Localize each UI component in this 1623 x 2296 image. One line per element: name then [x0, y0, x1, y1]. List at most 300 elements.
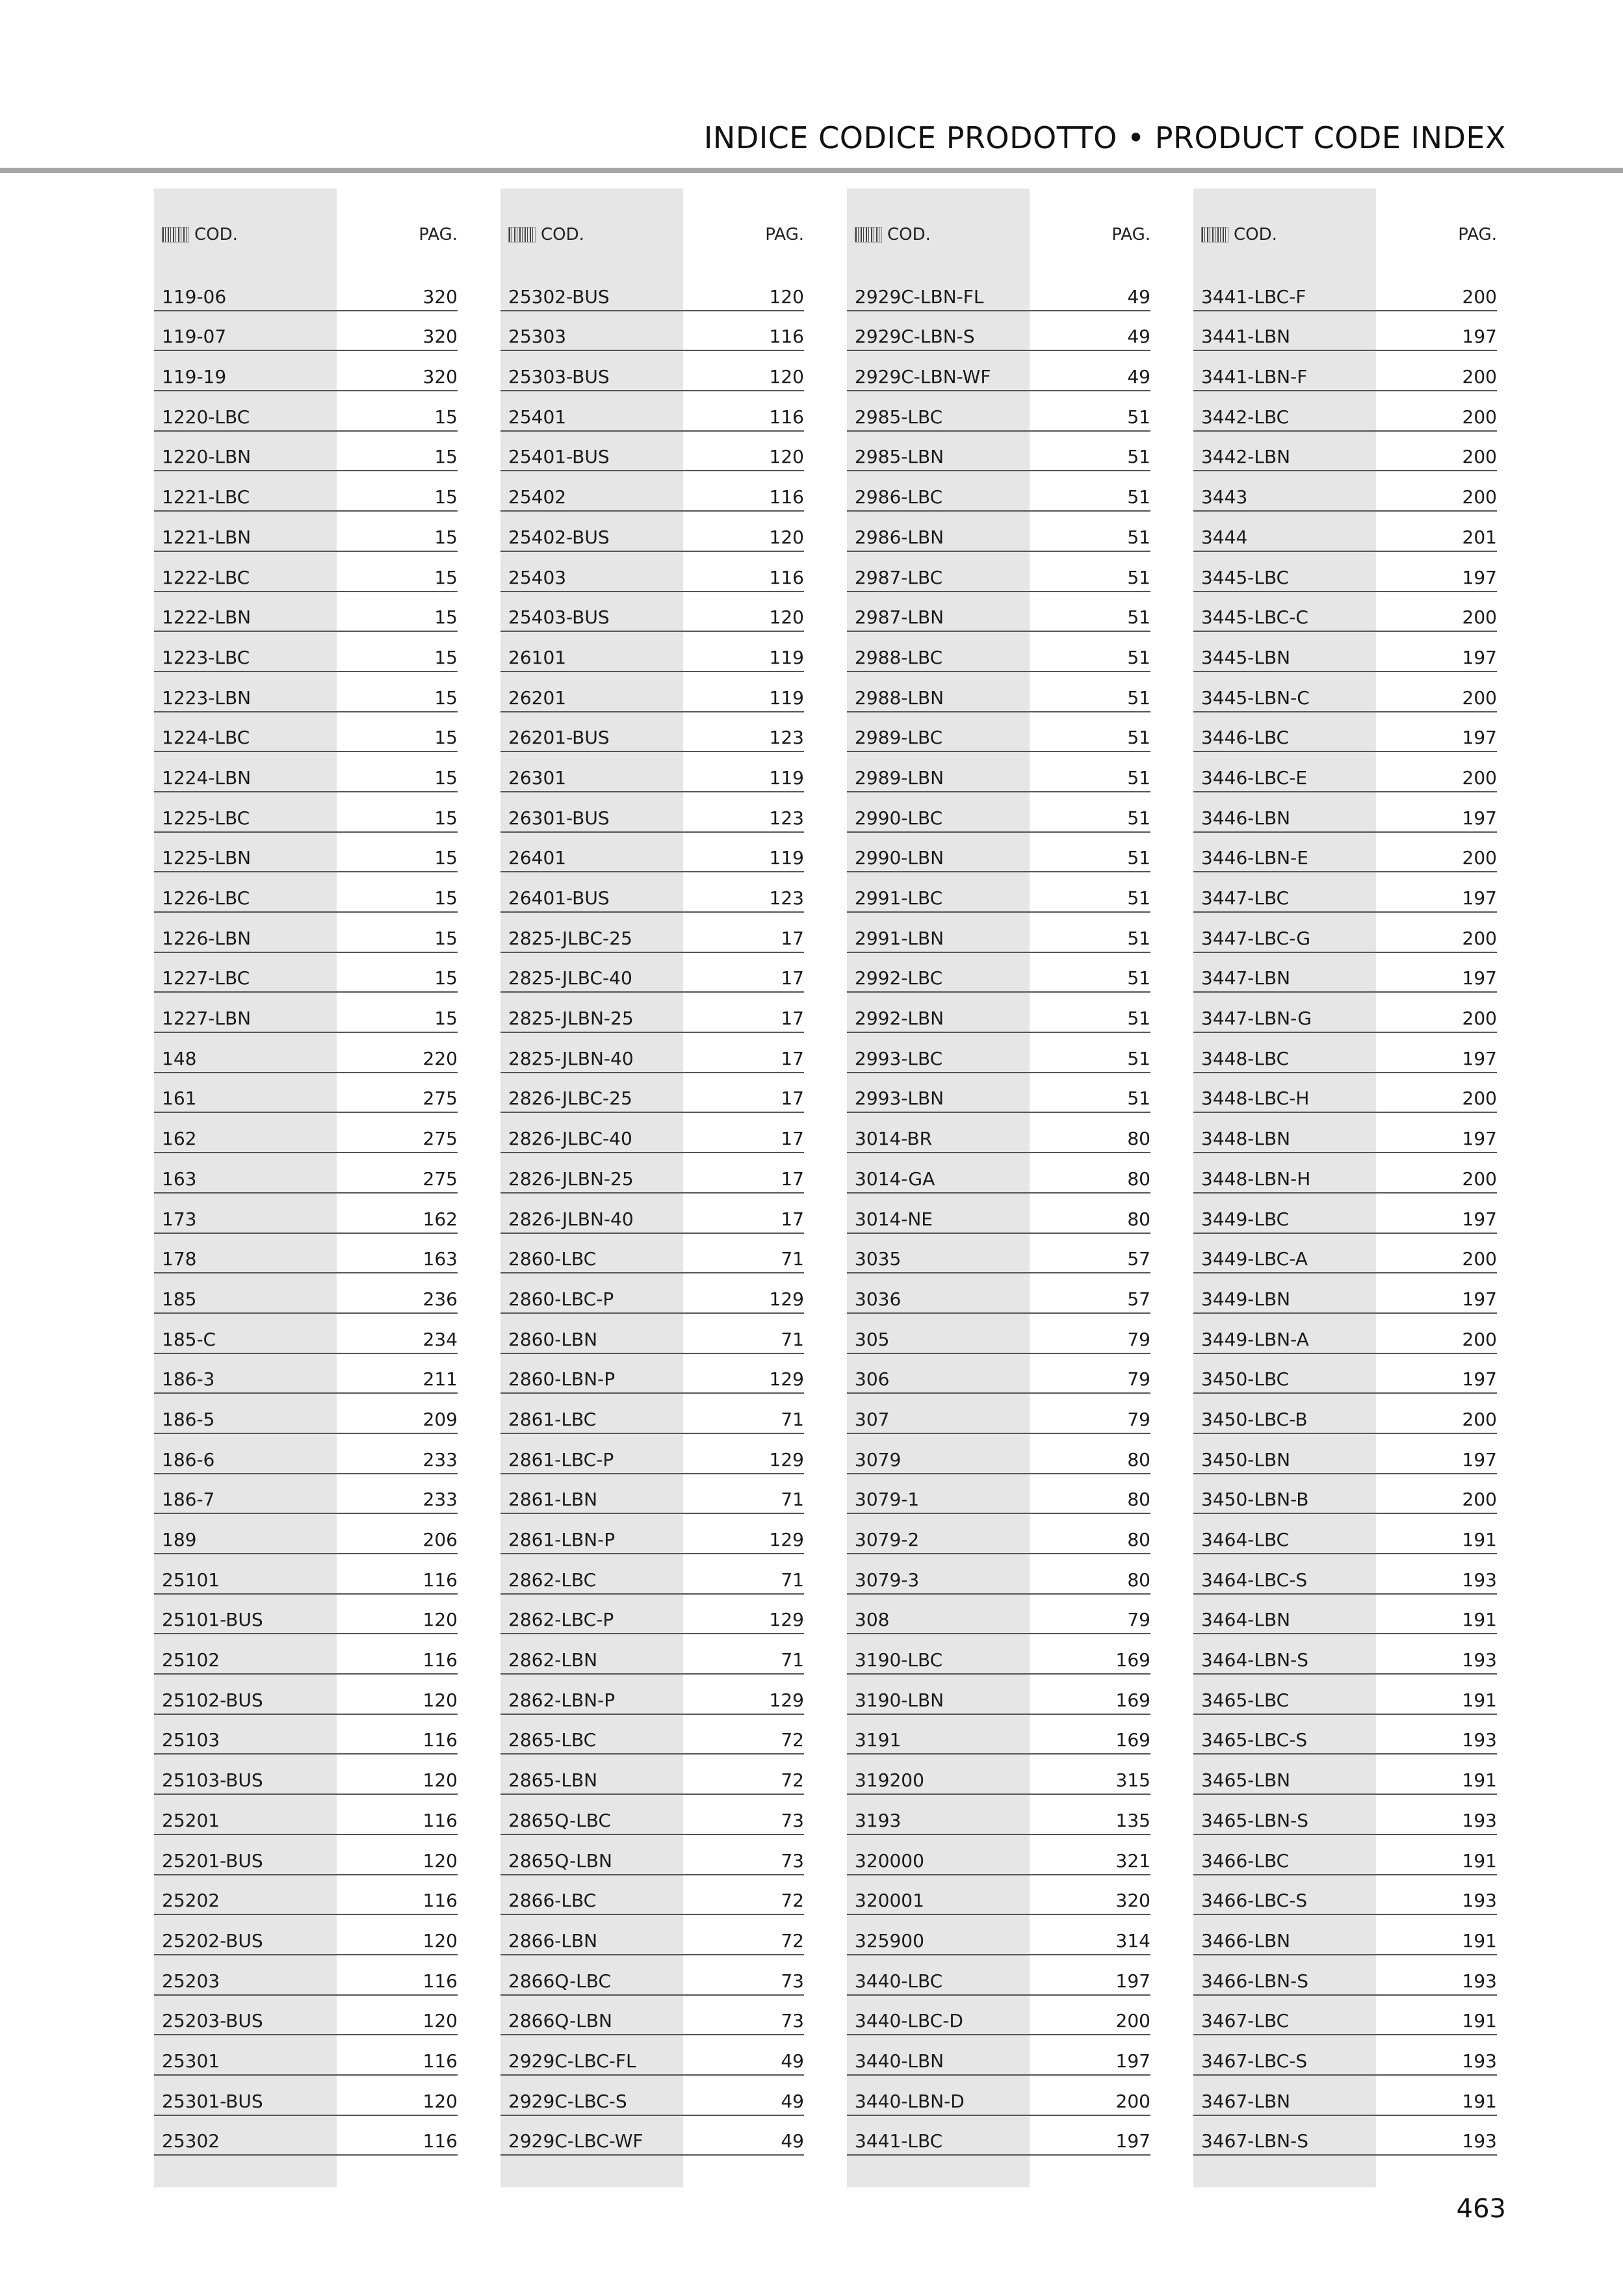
page-ref: 206 — [422, 1529, 458, 1550]
page-ref: 197 — [1462, 1288, 1497, 1310]
barcode-icon — [1201, 227, 1228, 242]
product-code: 1225-LBC — [162, 807, 250, 829]
index-row — [847, 351, 1150, 391]
index-row — [154, 2035, 458, 2076]
index-row — [154, 1033, 458, 1073]
product-code: 3445-LBC — [1201, 566, 1290, 588]
page-ref: 320 — [1115, 1890, 1150, 1912]
page-ref: 200 — [1462, 1088, 1497, 1110]
index-row — [1193, 953, 1497, 993]
index-row — [1193, 1474, 1497, 1515]
index-row — [847, 1514, 1150, 1554]
index-row — [154, 1194, 458, 1234]
index-row — [1193, 432, 1497, 472]
page-ref: 15 — [434, 927, 458, 949]
index-row — [500, 632, 804, 672]
product-code: 3466-LBC — [1201, 1849, 1290, 1872]
page-ref: 119 — [769, 686, 804, 709]
index-row — [847, 1194, 1150, 1234]
index-row — [847, 1113, 1150, 1153]
index-row — [500, 1915, 804, 1955]
page-ref: 51 — [1127, 486, 1150, 508]
product-code: 3444 — [1201, 526, 1248, 548]
page-ref: 275 — [422, 1128, 458, 1150]
page-ref: 129 — [769, 1368, 804, 1390]
product-code: 1227-LBN — [162, 1008, 252, 1030]
index-row — [1193, 1595, 1497, 1635]
page-ref: 15 — [434, 967, 458, 989]
product-code: 2825-JLBN-40 — [508, 1047, 634, 1069]
product-code: 2862-LBN — [508, 1649, 598, 1671]
page-ref: 15 — [434, 1008, 458, 1030]
index-row — [847, 1715, 1150, 1755]
page-ref: 193 — [1462, 2050, 1497, 2072]
product-code: 2987-LBN — [855, 607, 944, 629]
index-row — [1193, 1234, 1497, 1274]
page-ref: 200 — [1462, 1168, 1497, 1190]
index-row — [154, 1715, 458, 1755]
product-code: 3035 — [855, 1248, 902, 1270]
product-code: 3464-LBC-S — [1201, 1569, 1308, 1591]
page-ref: 200 — [1115, 2090, 1150, 2112]
product-code: 2825-JLBN-25 — [508, 1008, 634, 1030]
index-row — [154, 632, 458, 672]
product-code: 3446-LBN-E — [1201, 847, 1308, 869]
page-ref: 80 — [1127, 1128, 1150, 1150]
index-row — [1193, 1755, 1497, 1795]
product-code: 3440-LBN-D — [855, 2090, 965, 2112]
page-ref: 15 — [434, 807, 458, 829]
index-row — [1193, 1153, 1497, 1194]
product-code: 3465-LBN-S — [1201, 1809, 1308, 1831]
product-code: 3466-LBN — [1201, 1929, 1291, 1951]
index-row — [847, 1354, 1150, 1394]
page-ref: 116 — [422, 2130, 458, 2152]
index-row — [1193, 712, 1497, 753]
index-row — [500, 792, 804, 833]
product-code: 3447-LBC — [1201, 887, 1290, 909]
page-ref: 17 — [781, 1168, 804, 1190]
product-code: 1222-LBN — [162, 607, 252, 629]
page-ref: 71 — [781, 1328, 804, 1350]
product-code: 26401-BUS — [508, 887, 610, 909]
product-code: 3193 — [855, 1809, 902, 1831]
page-ref: 15 — [434, 446, 458, 468]
page-ref: 197 — [1462, 646, 1497, 668]
product-code: 25402 — [508, 486, 567, 508]
index-row — [154, 752, 458, 792]
page-ref: 71 — [781, 1489, 804, 1511]
index-row — [500, 712, 804, 753]
index-row — [847, 432, 1150, 472]
page-title: INDICE CODICE PRODOTTO • PRODUCT CODE INDEX — [703, 120, 1506, 155]
product-code: 2987-LBC — [855, 566, 943, 588]
index-row — [847, 953, 1150, 993]
page-ref: 191 — [1462, 1689, 1497, 1711]
page-ref: 79 — [1127, 1368, 1150, 1390]
product-code: 3014-GA — [855, 1168, 935, 1190]
product-code: 3446-LBC — [1201, 727, 1290, 749]
index-row — [154, 1234, 458, 1274]
index-row — [847, 2035, 1150, 2076]
product-code: 178 — [162, 1248, 197, 1270]
page-ref: 116 — [769, 566, 804, 588]
page-ref: 51 — [1127, 727, 1150, 749]
product-code: 3191 — [855, 1729, 902, 1751]
product-code: 1225-LBN — [162, 847, 252, 869]
page-ref: 51 — [1127, 607, 1150, 629]
product-code: 1221-LBC — [162, 486, 250, 508]
product-code: 2862-LBC-P — [508, 1609, 614, 1631]
index-row — [1193, 833, 1497, 873]
index-row — [500, 432, 804, 472]
index-row — [154, 271, 458, 311]
product-code: 3442-LBN — [1201, 446, 1291, 468]
index-row — [1193, 1875, 1497, 1916]
page-ref: 275 — [422, 1168, 458, 1190]
index-row — [500, 471, 804, 512]
index-row — [500, 1394, 804, 1434]
page-header-label: PAG. — [1111, 225, 1150, 244]
index-column-3 — [847, 189, 1150, 2187]
page-ref: 193 — [1462, 1729, 1497, 1751]
page-ref: 191 — [1462, 1929, 1497, 1951]
product-code: 3465-LBN — [1201, 1769, 1291, 1792]
page-ref: 197 — [1462, 1047, 1497, 1069]
product-code: 3466-LBC-S — [1201, 1890, 1308, 1912]
product-code: 3464-LBN — [1201, 1609, 1291, 1631]
product-code: 3450-LBC-B — [1201, 1408, 1308, 1430]
product-code: 2866Q-LBC — [508, 1970, 612, 1992]
product-code: 25301-BUS — [162, 2090, 263, 2112]
page-ref: 116 — [422, 1890, 458, 1912]
page-ref: 129 — [769, 1448, 804, 1470]
index-row — [154, 1474, 458, 1515]
page-ref: 15 — [434, 727, 458, 749]
index-row — [847, 1554, 1150, 1595]
index-row — [500, 1554, 804, 1595]
index-column-1 — [154, 189, 458, 2187]
index-row — [154, 1915, 458, 1955]
index-row — [847, 1314, 1150, 1354]
page-ref: 57 — [1127, 1248, 1150, 1270]
product-code: 3449-LBN — [1201, 1288, 1291, 1310]
index-row — [1193, 1634, 1497, 1675]
product-code: 173 — [162, 1208, 197, 1230]
index-row — [154, 712, 458, 753]
product-code: 2992-LBC — [855, 967, 943, 989]
product-code: 2929C-LBC-FL — [508, 2050, 636, 2072]
page-ref: 15 — [434, 887, 458, 909]
index-row — [500, 1634, 804, 1675]
page-ref: 51 — [1127, 1047, 1150, 1069]
code-header — [855, 225, 931, 244]
product-code: 2865Q-LBN — [508, 1849, 612, 1872]
product-code: 320000 — [855, 1849, 924, 1872]
page-ref: 193 — [1462, 1890, 1497, 1912]
index-rows — [847, 271, 1150, 2156]
page-ref: 57 — [1127, 1288, 1150, 1310]
page-ref: 73 — [781, 1809, 804, 1831]
product-code: 3079-2 — [855, 1529, 920, 1550]
page-ref: 200 — [1462, 285, 1497, 307]
page-ref: 200 — [1462, 1248, 1497, 1270]
page-ref: 129 — [769, 1609, 804, 1631]
product-code: 2986-LBN — [855, 526, 944, 548]
page-ref: 80 — [1127, 1569, 1150, 1591]
product-code: 25103 — [162, 1729, 220, 1751]
index-row — [1193, 471, 1497, 512]
index-row — [1193, 271, 1497, 311]
page-ref: 73 — [781, 1970, 804, 1992]
index-column-2 — [500, 189, 804, 2187]
index-row — [500, 1675, 804, 1715]
product-code: 2988-LBN — [855, 686, 944, 709]
page-ref: 211 — [422, 1368, 458, 1390]
product-code: 1224-LBC — [162, 727, 250, 749]
page-ref: 169 — [1115, 1729, 1150, 1751]
page-ref: 80 — [1127, 1208, 1150, 1230]
index-row — [847, 1835, 1150, 1875]
index-row — [847, 1996, 1150, 2036]
page-header-label: PAG. — [1458, 225, 1497, 244]
index-row — [154, 1073, 458, 1114]
product-code: 119-07 — [162, 326, 227, 348]
product-code: 3448-LBC — [1201, 1047, 1290, 1069]
page-ref: 123 — [769, 807, 804, 829]
product-code: 1221-LBN — [162, 526, 252, 548]
product-code: 25302 — [162, 2130, 220, 2152]
product-code: 1220-LBN — [162, 446, 252, 468]
page-ref: 162 — [422, 1208, 458, 1230]
index-row — [154, 2116, 458, 2156]
product-code: 3449-LBC-A — [1201, 1248, 1308, 1270]
product-code: 26101 — [508, 646, 567, 668]
index-row — [847, 672, 1150, 712]
index-row — [500, 1194, 804, 1234]
index-row — [154, 1514, 458, 1554]
page-ref: 193 — [1462, 1970, 1497, 1992]
index-row — [500, 1715, 804, 1755]
page-ref: 200 — [1462, 1328, 1497, 1350]
product-code: 25402-BUS — [508, 526, 610, 548]
product-code: 2866Q-LBN — [508, 2010, 612, 2032]
index-row — [154, 1554, 458, 1595]
index-row — [500, 833, 804, 873]
page-ref: 80 — [1127, 1448, 1150, 1470]
index-row — [154, 1835, 458, 1875]
index-row — [500, 1434, 804, 1474]
index-row — [1193, 1354, 1497, 1394]
product-code: 2992-LBN — [855, 1008, 944, 1030]
product-code: 25101 — [162, 1569, 220, 1591]
product-code: 2865Q-LBC — [508, 1809, 612, 1831]
index-column-4 — [1193, 189, 1497, 2187]
page-ref: 51 — [1127, 526, 1150, 548]
page-ref: 220 — [422, 1047, 458, 1069]
product-code: 2988-LBC — [855, 646, 943, 668]
page-ref: 15 — [434, 607, 458, 629]
page-ref: 71 — [781, 1248, 804, 1270]
index-row — [154, 1314, 458, 1354]
product-code: 1224-LBN — [162, 766, 252, 789]
page-ref: 116 — [422, 1809, 458, 1831]
product-code: 307 — [855, 1408, 890, 1430]
page-ref: 51 — [1127, 686, 1150, 709]
index-row — [1193, 1915, 1497, 1955]
product-code: 119-19 — [162, 366, 227, 388]
product-code: 2993-LBC — [855, 1047, 943, 1069]
product-code: 2861-LBN-P — [508, 1529, 616, 1550]
product-code: 1227-LBC — [162, 967, 250, 989]
page-ref: 80 — [1127, 1168, 1150, 1190]
index-row — [500, 552, 804, 592]
page-ref: 120 — [422, 1689, 458, 1711]
product-code: 2993-LBN — [855, 1088, 944, 1110]
page-ref: 72 — [781, 1729, 804, 1751]
index-row — [1193, 1795, 1497, 1835]
product-code: 3440-LBC — [855, 1970, 943, 1992]
page-ref: 17 — [781, 927, 804, 949]
page-ref: 197 — [1462, 566, 1497, 588]
page-ref: 17 — [781, 967, 804, 989]
code-header — [1201, 225, 1277, 244]
product-code: 1222-LBC — [162, 566, 250, 588]
index-row — [154, 672, 458, 712]
product-code: 26301 — [508, 766, 567, 789]
product-code: 306 — [855, 1368, 890, 1390]
page-ref: 120 — [422, 2090, 458, 2112]
index-row — [847, 1634, 1150, 1675]
product-code: 3445-LBC-C — [1201, 607, 1308, 629]
index-row — [1193, 913, 1497, 953]
product-code: 2860-LBC — [508, 1248, 597, 1270]
product-code: 3441-LBC-F — [1201, 285, 1306, 307]
index-row — [1193, 1715, 1497, 1755]
index-row — [1193, 1434, 1497, 1474]
page-ref: 200 — [1462, 847, 1497, 869]
index-row — [1193, 552, 1497, 592]
product-code: 25301 — [162, 2050, 220, 2072]
page-ref: 197 — [1462, 807, 1497, 829]
index-row — [154, 1795, 458, 1835]
page-ref: 200 — [1462, 366, 1497, 388]
index-row — [847, 1875, 1150, 1916]
page-ref: 73 — [781, 2010, 804, 2032]
page-ref: 49 — [781, 2090, 804, 2112]
product-code: 1220-LBC — [162, 406, 250, 428]
page-ref: 51 — [1127, 406, 1150, 428]
page-ref: 197 — [1462, 727, 1497, 749]
product-code: 3467-LBN-S — [1201, 2130, 1308, 2152]
code-header-label: COD. — [194, 225, 238, 244]
page-ref: 17 — [781, 1047, 804, 1069]
index-row — [500, 1514, 804, 1554]
page-ref: 200 — [1462, 1408, 1497, 1430]
product-code: 161 — [162, 1088, 197, 1110]
page-header-label: PAG. — [765, 225, 804, 244]
index-row — [1193, 1394, 1497, 1434]
page-ref: 17 — [781, 1128, 804, 1150]
page-ref: 197 — [1462, 887, 1497, 909]
product-code: 3079 — [855, 1448, 902, 1470]
code-header-label: COD. — [887, 225, 931, 244]
product-code: 1226-LBN — [162, 927, 252, 949]
product-code: 3448-LBC-H — [1201, 1088, 1310, 1110]
product-code: 2991-LBC — [855, 887, 943, 909]
product-code: 3449-LBC — [1201, 1208, 1290, 1230]
product-code: 3447-LBC-G — [1201, 927, 1311, 949]
index-row — [154, 1996, 458, 2036]
product-code: 3079-3 — [855, 1569, 920, 1591]
product-code: 25303-BUS — [508, 366, 610, 388]
page-number: 463 — [1456, 2194, 1506, 2224]
index-row — [1193, 2116, 1497, 2156]
index-row — [847, 1153, 1150, 1194]
index-row — [500, 752, 804, 792]
index-row — [847, 712, 1150, 753]
product-code: 3441-LBN-F — [1201, 366, 1308, 388]
page-ref: 209 — [422, 1408, 458, 1430]
product-code: 2929C-LBC-S — [508, 2090, 627, 2112]
index-row — [500, 1996, 804, 2036]
product-code: 3450-LBN — [1201, 1448, 1291, 1470]
product-code: 2861-LBC-P — [508, 1448, 614, 1470]
page-ref: 197 — [1115, 2050, 1150, 2072]
product-code: 2929C-LBN-WF — [855, 366, 991, 388]
index-row — [500, 512, 804, 552]
index-row — [154, 1755, 458, 1795]
index-row — [154, 1595, 458, 1635]
page-ref: 200 — [1462, 1489, 1497, 1511]
index-row — [500, 391, 804, 432]
product-code: 2860-LBN — [508, 1328, 598, 1350]
page-ref: 49 — [1127, 366, 1150, 388]
page-ref: 200 — [1462, 766, 1497, 789]
index-row — [1193, 1113, 1497, 1153]
page-ref: 129 — [769, 1288, 804, 1310]
index-row — [847, 913, 1150, 953]
product-code: 2861-LBC — [508, 1408, 597, 1430]
page-ref: 191 — [1462, 1529, 1497, 1550]
product-code: 3467-LBN — [1201, 2090, 1291, 2112]
product-code: 26201 — [508, 686, 567, 709]
index-row — [500, 2116, 804, 2156]
index-row — [500, 672, 804, 712]
product-code: 3449-LBN-A — [1201, 1328, 1309, 1350]
product-code: 2865-LBN — [508, 1769, 598, 1792]
index-row — [847, 2116, 1150, 2156]
index-row — [500, 953, 804, 993]
index-row — [847, 512, 1150, 552]
page-ref: 197 — [1115, 1970, 1150, 1992]
product-code: 2990-LBC — [855, 807, 943, 829]
product-code: 26201-BUS — [508, 727, 610, 749]
page-ref: 17 — [781, 1208, 804, 1230]
product-code: 3447-LBN — [1201, 967, 1291, 989]
product-code: 2985-LBC — [855, 406, 943, 428]
page-ref: 193 — [1462, 1809, 1497, 1831]
index-row — [1193, 872, 1497, 913]
index-row — [154, 1113, 458, 1153]
page-ref: 197 — [1462, 1208, 1497, 1230]
index-row — [500, 1595, 804, 1635]
index-row — [154, 1273, 458, 1314]
page-ref: 120 — [769, 526, 804, 548]
index-row — [847, 1394, 1150, 1434]
page-ref: 315 — [1115, 1769, 1150, 1792]
page-ref: 120 — [422, 1849, 458, 1872]
